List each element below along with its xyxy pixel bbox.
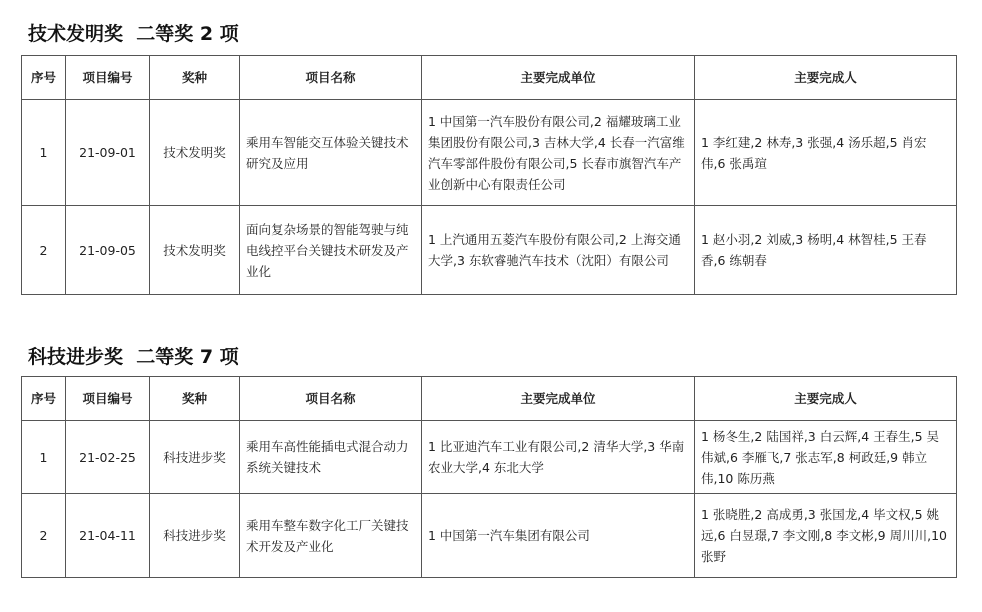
header-units: 主要完成单位: [422, 377, 695, 421]
cell-project-name: 乘用车高性能插电式混合动力系统关键技术: [240, 421, 422, 494]
table-row: [22, 421, 957, 494]
cell-index: 2: [22, 206, 66, 295]
header-index: 序号: [22, 377, 66, 421]
cell-project-name: 面向复杂场景的智能驾驶与纯电线控平台关键技术研发及产业化: [240, 206, 422, 295]
table-header-row: [22, 56, 957, 100]
cell-index: 1: [22, 421, 66, 494]
cell-award: 技术发明奖: [150, 100, 240, 206]
cell-units: 1 中国第一汽车集团有限公司: [422, 494, 695, 578]
cell-index: 2: [22, 494, 66, 578]
header-award: 奖种: [150, 56, 240, 100]
header-people: 主要完成人: [695, 56, 957, 100]
cell-people: 1 杨冬生,2 陆国祥,3 白云辉,4 王春生,5 吴伟斌,6 李雁飞,7 张志军,8 柯政廷,9 韩立伟,10 陈历燕: [695, 421, 957, 494]
cell-award: 科技进步奖: [150, 494, 240, 578]
section-title-invention: 技术发明奖 二等奖 2 项: [28, 23, 239, 45]
cell-award: 技术发明奖: [150, 206, 240, 295]
cell-project-name: 乘用车整车数字化工厂关键技术开发及产业化: [240, 494, 422, 578]
table-row: [22, 206, 957, 295]
table-row: [22, 494, 957, 578]
header-units: 主要完成单位: [422, 56, 695, 100]
header-code: 项目编号: [66, 377, 150, 421]
cell-project-name: 乘用车智能交互体验关键技术研究及应用: [240, 100, 422, 206]
table-header-row: [22, 377, 957, 421]
cell-code: 21-02-25: [66, 421, 150, 494]
cell-code: 21-09-01: [66, 100, 150, 206]
header-code: 项目编号: [66, 56, 150, 100]
cell-units: 1 比亚迪汽车工业有限公司,2 清华大学,3 华南农业大学,4 东北大学: [422, 421, 695, 494]
section-title-progress: 科技进步奖 二等奖 7 项: [28, 346, 239, 368]
header-award: 奖种: [150, 377, 240, 421]
cell-code: 21-04-11: [66, 494, 150, 578]
cell-people: 1 赵小羽,2 刘威,3 杨明,4 林智桂,5 王春香,6 练朝春: [695, 206, 957, 295]
header-name: 项目名称: [240, 377, 422, 421]
cell-units: 1 中国第一汽车股份有限公司,2 福耀玻璃工业集团股份有限公司,3 吉林大学,4 长春一汽富维汽车零部件股份有限公司,5 长春市旗智汽车产业创新中心有限责任公司: [422, 100, 695, 206]
header-index: 序号: [22, 56, 66, 100]
progress-award-table: [21, 376, 957, 578]
header-name: 项目名称: [240, 56, 422, 100]
table-row: [22, 100, 957, 206]
cell-people: 1 李红建,2 林寿,3 张强,4 汤乐超,5 肖宏伟,6 张禹瑄: [695, 100, 957, 206]
invention-award-table: [21, 55, 957, 295]
cell-index: 1: [22, 100, 66, 206]
cell-people: 1 张晓胜,2 高成勇,3 张国龙,4 毕文权,5 姚远,6 白昱璟,7 李文刚,8 李文彬,9 周川川,10 张野: [695, 494, 957, 578]
cell-units: 1 上汽通用五菱汽车股份有限公司,2 上海交通大学,3 东软睿驰汽车技术（沈阳）有限公司: [422, 206, 695, 295]
cell-code: 21-09-05: [66, 206, 150, 295]
header-people: 主要完成人: [695, 377, 957, 421]
cell-award: 科技进步奖: [150, 421, 240, 494]
